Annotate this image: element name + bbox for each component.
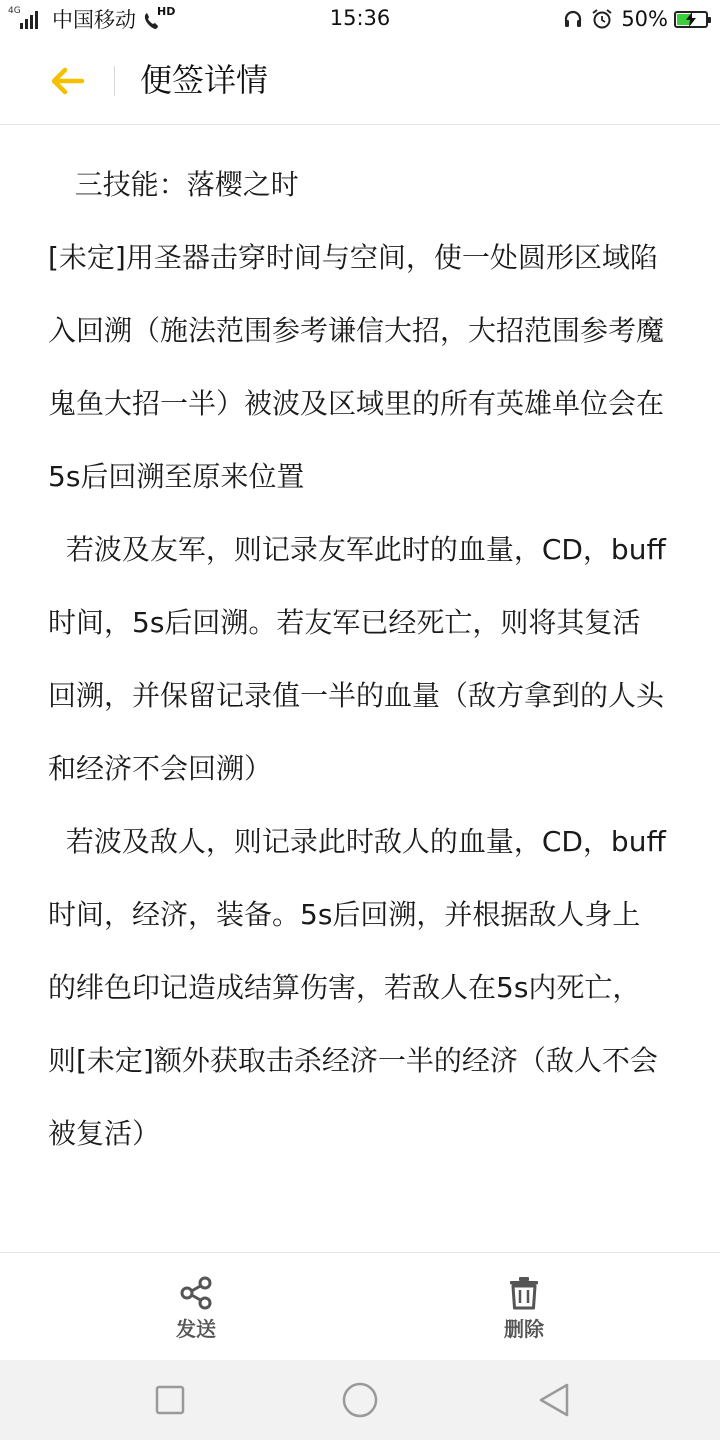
header-divider: [114, 66, 115, 96]
home-icon: [341, 1381, 379, 1419]
back-arrow-icon: [50, 66, 86, 96]
alarm-icon: [591, 8, 613, 30]
status-bar-right: [563, 5, 708, 33]
recent-apps-icon: [154, 1384, 186, 1416]
recent-apps-button[interactable]: [150, 1380, 190, 1420]
note-paragraph: [未定]用圣器击穿时间与空间，使一处圆形区域陷入回溯（施法范围参考谦信大招，大招范围参考魔鬼鱼大招一半）被波及区域里的所有英雄单位会在5s后回溯至原来位置: [48, 241, 665, 493]
carrier-name: 中国移动: [52, 8, 136, 32]
share-icon: [178, 1275, 214, 1311]
note-paragraph: 若波及敌人，则记录此时敌人的血量，CD，buff时间，经济，装备。5s后回溯，并根据敌人身上的绯色印记造成结算伤害，若敌人在5s内死亡，则[未定]额外获取击杀经济一半的经济（敌人不会被复活）: [48, 825, 666, 1150]
page-title: 便签详情: [140, 61, 269, 99]
battery-charging-icon: [674, 11, 708, 28]
bottom-action-bar: [0, 1252, 720, 1361]
note-content[interactable]: [48, 148, 668, 1170]
top-app-bar: [0, 38, 720, 125]
status-bar: [0, 0, 720, 38]
delete-label: 删除: [504, 1317, 544, 1341]
back-button[interactable]: [36, 56, 100, 106]
hd-label: HD: [157, 5, 176, 18]
note-paragraph: 三技能：落樱之时: [48, 168, 299, 201]
trash-icon: [506, 1275, 542, 1311]
system-nav-bar: [0, 1360, 720, 1440]
note-paragraph: 若波及友军，则记录友军此时的血量，CD，buff时间，5s后回溯。若友军已经死亡，则将其复活回溯，并保留记录值一半的血量（敌方拿到的人头和经济不会回溯）: [48, 533, 666, 785]
network-type-label: 4G: [8, 6, 21, 16]
battery-percent: 50%: [621, 7, 668, 31]
home-button[interactable]: [340, 1380, 380, 1420]
system-back-button[interactable]: [534, 1380, 574, 1420]
headphone-icon: [563, 9, 583, 29]
delete-button[interactable]: [474, 1275, 574, 1341]
back-icon: [537, 1382, 571, 1418]
send-button[interactable]: [146, 1275, 246, 1341]
send-label: 发送: [176, 1317, 216, 1341]
status-time: 15:36: [329, 6, 391, 30]
